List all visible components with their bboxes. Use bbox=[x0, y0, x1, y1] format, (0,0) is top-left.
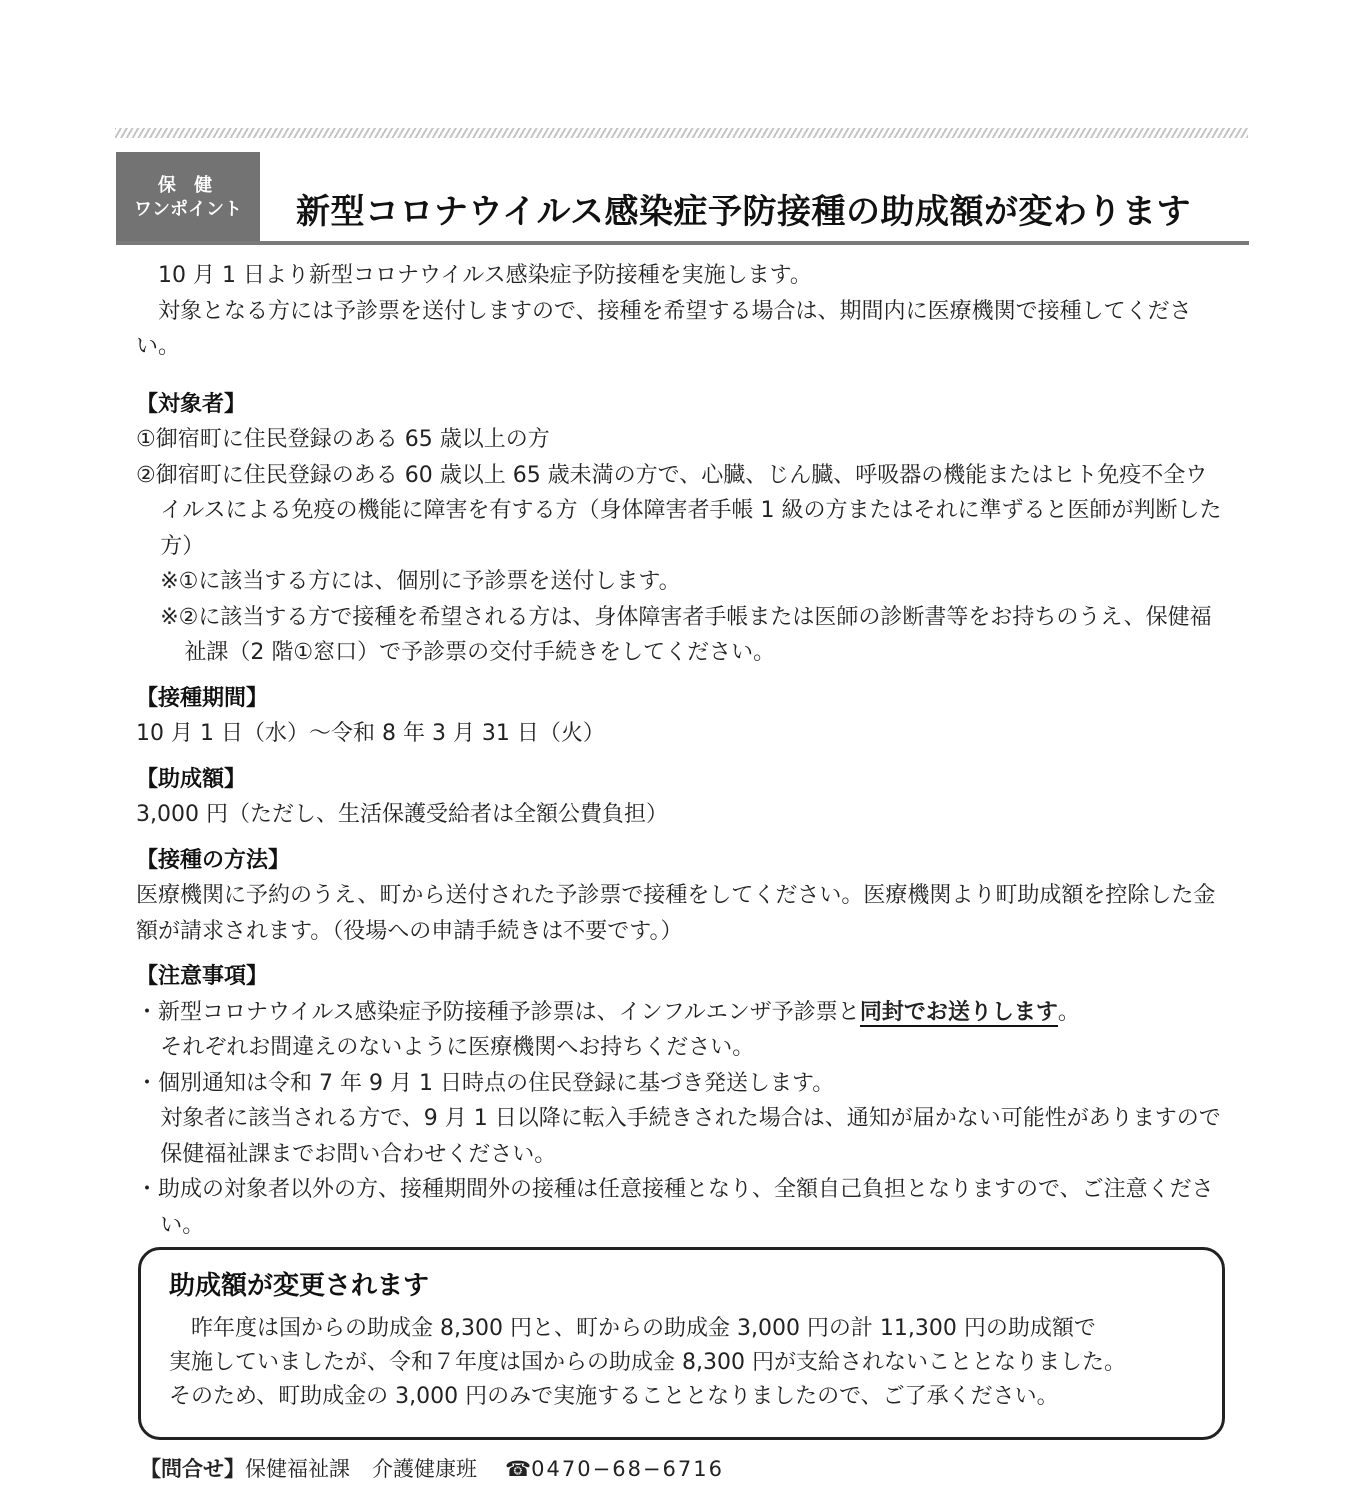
period-text: 10 月 1 日（水）～令和 8 年 3 月 31 日（火） bbox=[136, 721, 605, 746]
title-underline bbox=[116, 241, 1249, 245]
method-heading: 【接種の方法】 bbox=[136, 847, 291, 873]
notice-box bbox=[138, 1247, 1225, 1440]
contact-dept: 保健福祉課 bbox=[245, 1457, 350, 1481]
article-body bbox=[136, 258, 1228, 1243]
note-item-2-cont: 対象者に該当される方で、9 月 1 日以降に転入手続きされた場合は、通知が届かない可能性がありますので保健福祉課までお問い合わせください。 bbox=[160, 1106, 1221, 1167]
notice-line-3: そのため、町助成金の 3,000 円のみで実施することとなりましたので、ご了承ください。 bbox=[169, 1384, 1059, 1409]
tag-line-2: ワンポイント bbox=[134, 199, 242, 220]
note-item-3: ・助成の対象者以外の方、接種期間外の接種は任意接種となり、全額自己負担となりますので、ご注意ください。 bbox=[136, 1177, 1214, 1238]
note-item-1-cont: それぞれお間違えのないように医療機関へお持ちください。 bbox=[160, 1035, 755, 1060]
page-title: 新型コロナウイルス感染症予防接種の助成額が変わります bbox=[296, 192, 1191, 232]
period-heading: 【接種期間】 bbox=[136, 685, 269, 711]
note-1-text: ・新型コロナウイルス感染症予防接種予診票は、インフルエンザ予診票と bbox=[136, 999, 860, 1025]
tag-line-1: 保 健 bbox=[157, 175, 219, 196]
note-item-2: ・個別通知は令和 7 年 9 月 1 日時点の住民登録に基づき発送します。 bbox=[136, 1070, 835, 1096]
decorative-hatch-bar bbox=[115, 128, 1248, 138]
intro-line-1: 10 月 1 日より新型コロナウイルス感染症予防接種を実施します。 bbox=[158, 263, 812, 288]
target-item-2: ②御宿町に住民登録のある 60 歳以上 65 歳未満の方で、心臓、じん臓、呼吸器の機能またはヒト免疫不全ウイルスによる免疫の機能に障害を有する方（身体障害者手帳 1 級の方またはそれに準ずると医師が判断した方） bbox=[136, 462, 1222, 559]
contact-line bbox=[140, 1453, 724, 1483]
note-1-period: 。 bbox=[1057, 999, 1080, 1025]
notes-heading: 【注意事項】 bbox=[136, 964, 269, 989]
contact-phone: 0470−68−6716 bbox=[531, 1457, 724, 1481]
target-note-1: ※①に該当する方には、個別に予診票を送付します。 bbox=[160, 569, 681, 594]
notice-line-1: 昨年度は国からの助成金 8,300 円と、町からの助成金 3,000 円の計 11,300 円の助成額で bbox=[191, 1316, 1096, 1341]
notice-box-title: 助成額が変更されます bbox=[169, 1271, 430, 1301]
subsidy-text: 3,000 円（ただし、生活保護受給者は全額公費負担） bbox=[136, 802, 668, 827]
contact-team: 介護健康班 bbox=[372, 1457, 477, 1481]
intro-line-2: 対象となる方には予診票を送付しますので、接種を希望する場合は、期間内に医療機関で接種してください。 bbox=[136, 298, 1192, 359]
note-item-1 bbox=[136, 995, 1228, 1031]
section-tag bbox=[116, 152, 260, 244]
target-item-1: ①御宿町に住民登録のある 65 歳以上の方 bbox=[136, 427, 550, 452]
phone-icon: ☎ bbox=[505, 1457, 532, 1481]
targets-heading: 【対象者】 bbox=[136, 391, 247, 417]
notice-box-body bbox=[169, 1312, 1194, 1414]
method-text: 医療機関に予約のうえ、町から送付された予診票で接種をしてください。医療機関より町助成額を控除した金額が請求されます。（役場への申請手続きは不要です。） bbox=[136, 883, 1216, 944]
notice-line-2: 実施していましたが、令和７年度は国からの助成金 8,300 円が支給されないこととなりました。 bbox=[169, 1350, 1126, 1375]
contact-label: 【問合せ】 bbox=[140, 1457, 245, 1481]
note-1-emphasis: 同封でお送りします bbox=[859, 999, 1058, 1025]
subsidy-heading: 【助成額】 bbox=[136, 766, 247, 792]
target-note-2: ※②に該当する方で接種を希望される方は、身体障害者手帳または医師の診断書等をお持ちのうえ、保健福祉課（2 階①窓口）で予診票の交付手続きをしてください。 bbox=[160, 604, 1212, 665]
